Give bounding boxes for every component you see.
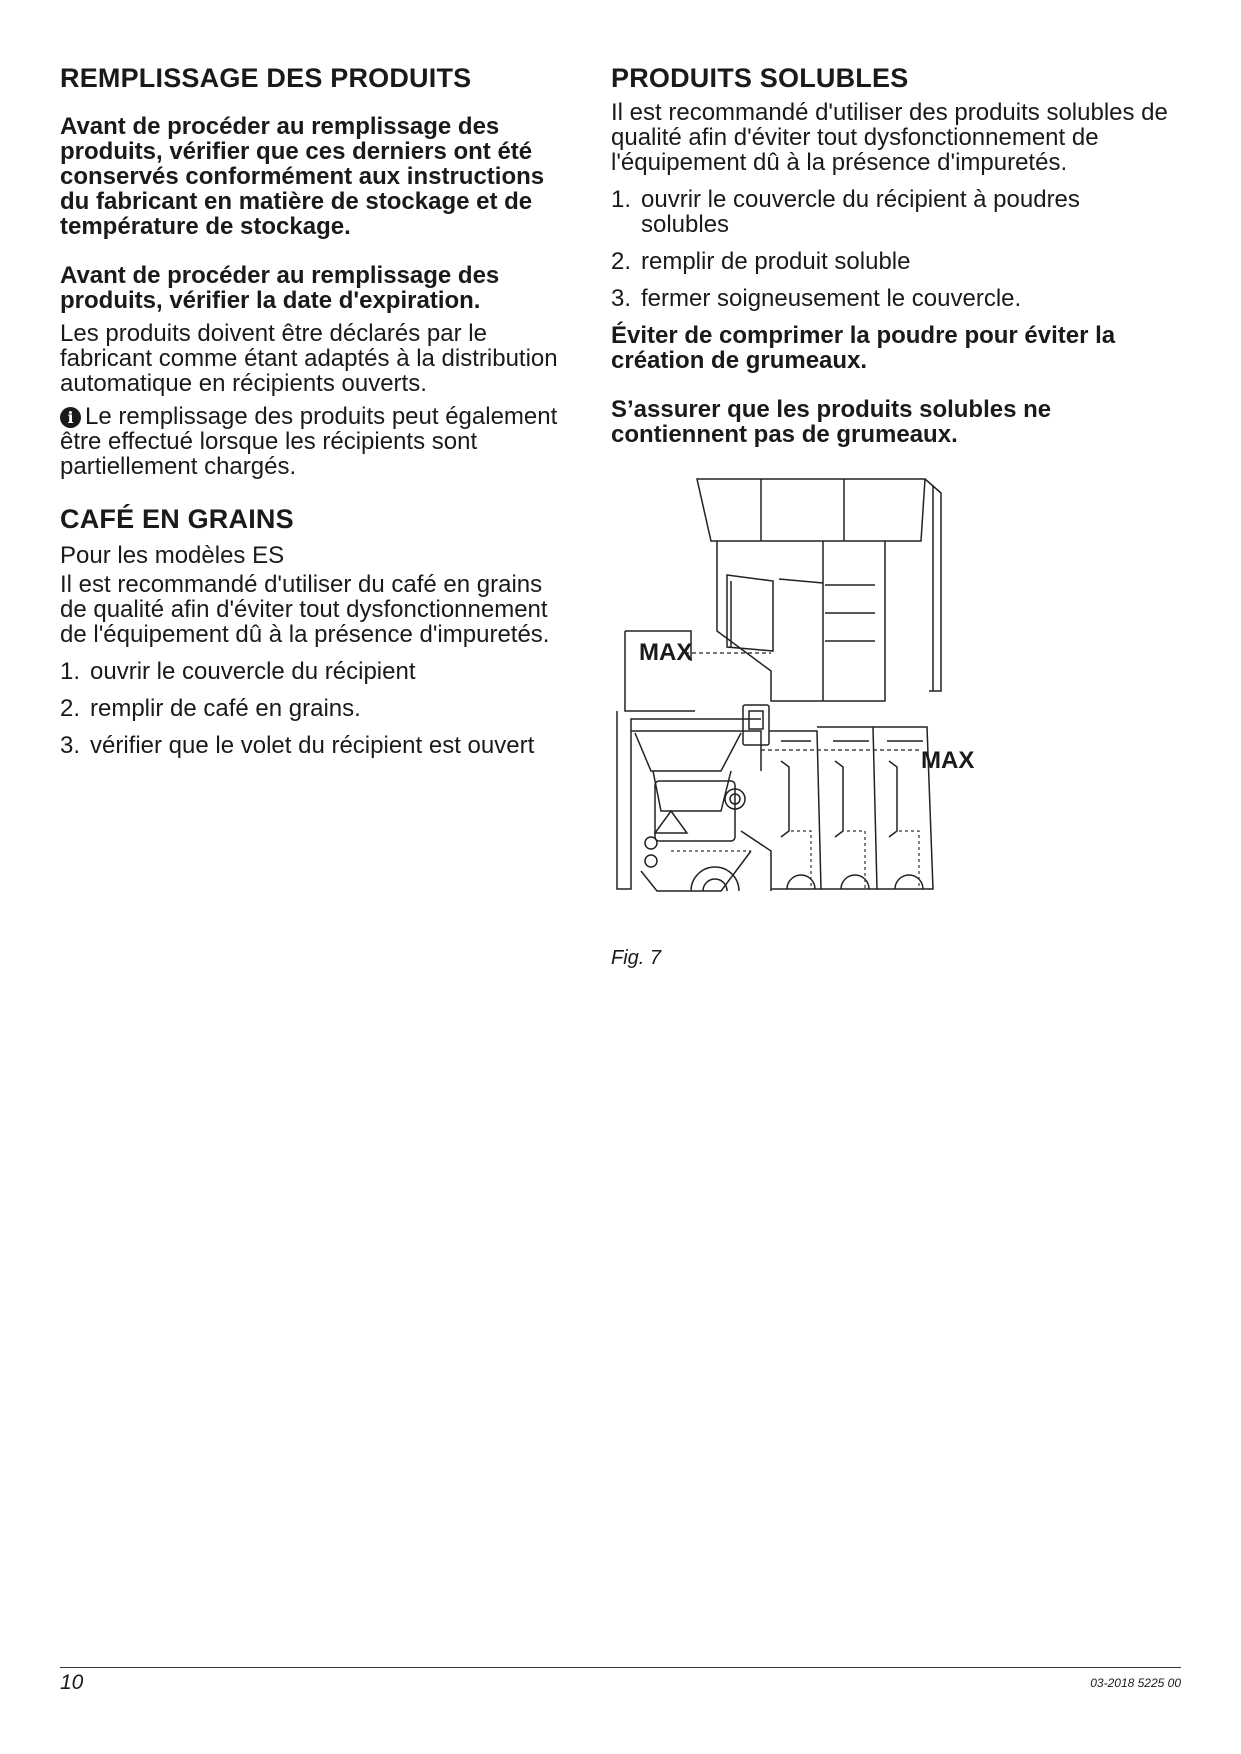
hopper-body bbox=[717, 541, 885, 701]
list-item: 3. vérifier que le volet du récipient est ouvert bbox=[60, 732, 535, 759]
soluble-steps-list bbox=[611, 187, 1171, 311]
max-label-hopper: MAX bbox=[639, 639, 693, 666]
list-item: 1. ouvrir le couvercle du récipient bbox=[60, 658, 416, 685]
page-number: 10 bbox=[60, 1671, 84, 1694]
footer-divider bbox=[60, 1667, 1181, 1668]
machine-drawing bbox=[611, 471, 1011, 941]
list-item: 1. ouvrir le couvercle du récipient à poudres solubles bbox=[611, 186, 1080, 238]
section-title-solubles: PRODUITS SOLUBLES bbox=[611, 63, 909, 93]
info-note bbox=[60, 404, 570, 479]
list-item: 3. fermer soigneusement le couvercle. bbox=[611, 285, 1022, 312]
warning-no-lumps: S’assurer que les produits solubles ne contiennent pas de grumeaux. bbox=[611, 396, 1052, 448]
paragraph-coffee-quality: Il est recommandé d'utiliser du café en grains de qualité afin d'éviter tout dysfonctionnement de l'équipement dû à la présence d'impuretés. bbox=[60, 571, 550, 648]
warning-expiration: Avant de procéder au remplissage des produits, vérifier la date d'expiration. bbox=[60, 262, 500, 314]
section-title-cafe: CAFÉ EN GRAINS bbox=[60, 504, 294, 534]
figure-caption: Fig. 7 bbox=[611, 947, 662, 969]
hopper-top bbox=[697, 479, 925, 541]
machine-figure bbox=[611, 471, 1011, 941]
info-icon: i bbox=[60, 407, 81, 428]
info-text: Le remplissage des produits peut également être effectué lorsque les récipients sont partiellement chargés. bbox=[60, 403, 558, 480]
list-item: 2. remplir de produit soluble bbox=[611, 248, 911, 275]
left-column bbox=[60, 62, 570, 770]
max-label-canisters: MAX bbox=[921, 747, 975, 774]
list-item: 2. remplir de café en grains. bbox=[60, 695, 361, 722]
models-note: Pour les modèles ES bbox=[60, 542, 285, 569]
document-code: 03-2018 5225 00 bbox=[1090, 1676, 1181, 1690]
coffee-steps-list bbox=[60, 659, 570, 758]
section-title-remplissage: REMPLISSAGE DES PRODUITS bbox=[60, 63, 472, 93]
paragraph-products-declared: Les produits doivent être déclarés par le fabricant comme étant adaptés à la distribution automatique en récipients ouverts. bbox=[60, 320, 558, 397]
warning-compress-powder: Éviter de comprimer la poudre pour éviter la création de grumeaux. bbox=[611, 322, 1116, 374]
right-column bbox=[611, 62, 1171, 970]
warning-storage: Avant de procéder au remplissage des produits, vérifier que ces derniers ont été conservés conformément aux instructions du fabricant en matière de stockage et de température de stockage. bbox=[60, 113, 545, 240]
paragraph-soluble-quality: Il est recommandé d'utiliser des produits solubles de qualité afin d'éviter tout dysfonctionnement de l'équipement dû à la présence d'impuretés. bbox=[611, 99, 1168, 176]
